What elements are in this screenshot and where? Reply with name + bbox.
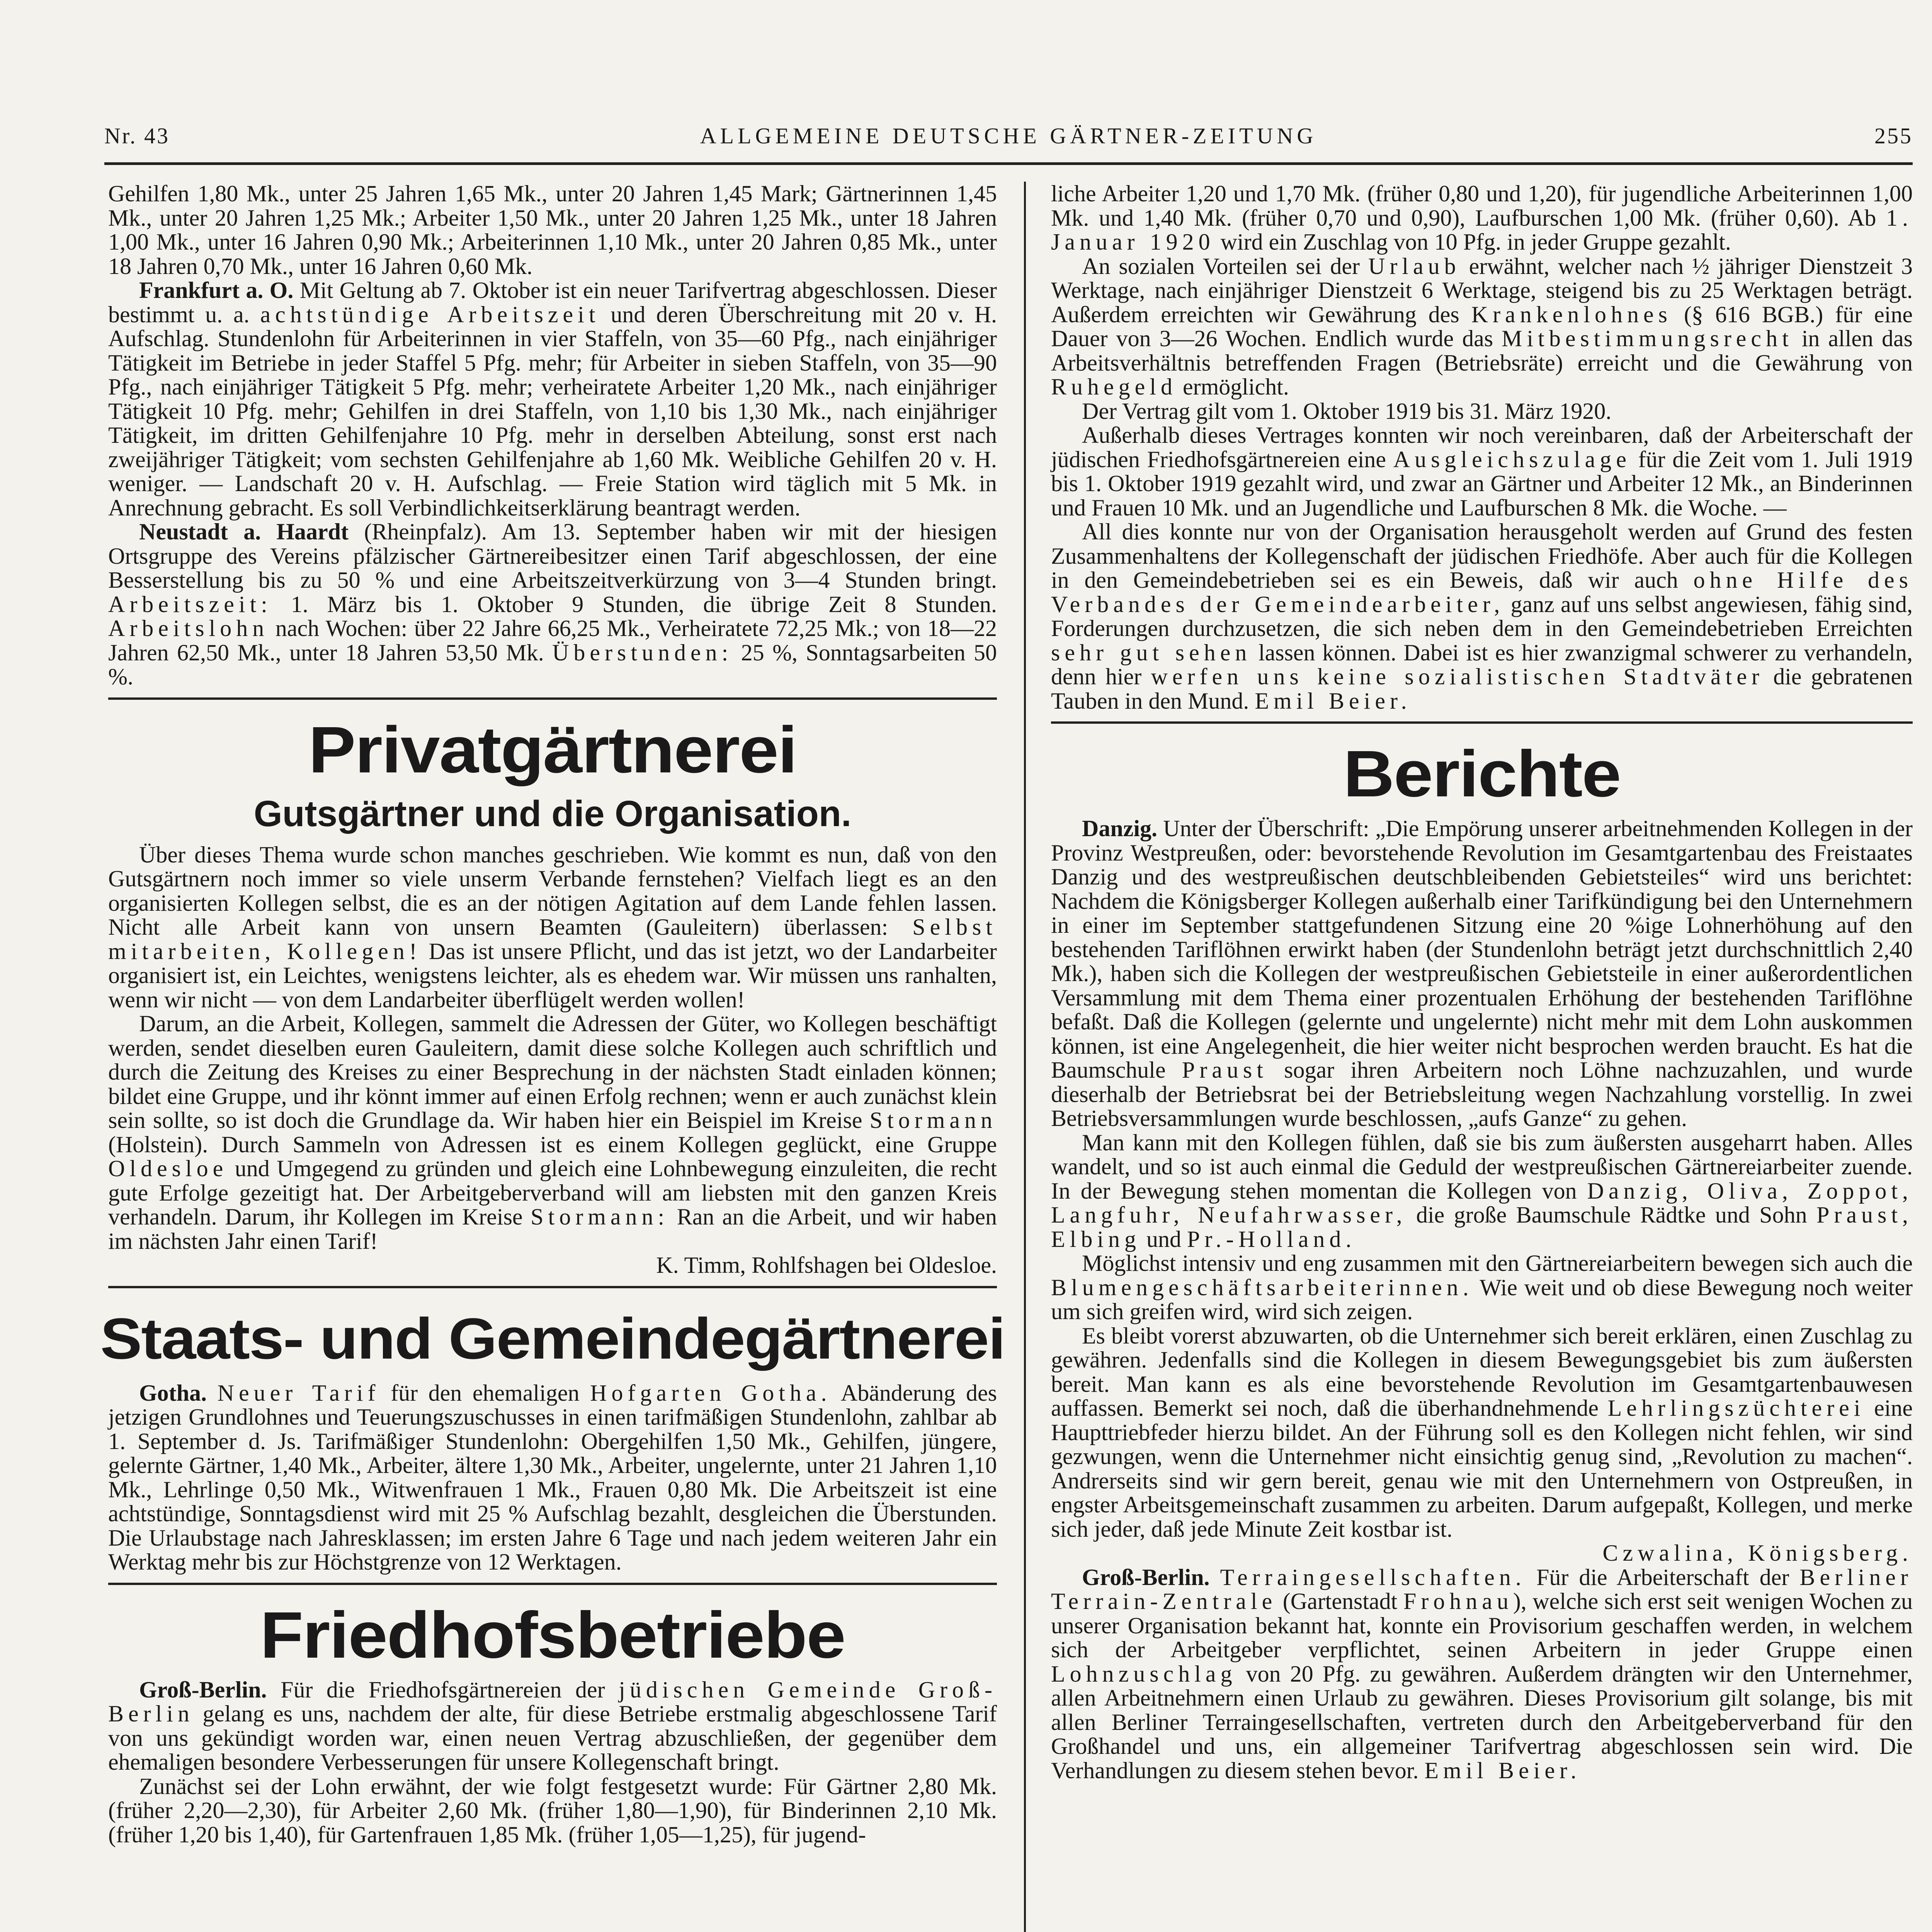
- paragraph: Groß-Berlin. Terraingesellschaften. Für die Arbeiterschaft der Berliner Terrain-Zentrale (Gartenstadt Frohnau), welche sich erst seit wenigen Wochen zu unserer Organisation bekannt hat, konnte ein Provisorium geschaffen werden, in welchem sich der Arbeitgeber verpflichtet, seinen Arbeitern in jeder Gruppe einen Lohnzuschlag von 20 Pfg. zu gewähren. Außerdem drängten wir den Unternehmer, allen Arbeitnehmern einen Urlaub zu gewähren. Dieses Provisorium gilt solange, bis mit allen Berliner Terraingesellschaften, vertreten durch den Arbeitgeberverband für den Großhandel und uns, ein allgemeiner Tarifvertrag abgeschlossen sein wird. Die Verhandlungen zu diesem stehen bevor. Emil Beier.: [1051, 1564, 1913, 1783]
- paragraph: Es bleibt vorerst abzuwarten, ob die Unternehmer sich bereit erklären, einen Zuschlag zu gewähren. Jedenfalls sind die Kollegen in diesem Bewegungsgebiet bis zum äußersten bereit. Man kann es als eine bevorstehende Revolution im Gesamtgartenbauwesen auffassen. Bemerkt sei noch, daß die überhandnehmende Lehrlingszüchterei eine Haupttriebfeder hierzu bildet. An der Führung soll es den Kollegen nicht fehlen, wir sind gezwungen, wenn die Unternehmer nicht einsichtig genug sind, „Revolution zu machen“. Andrerseits sind wir gern bereit, genau wie mit den Unternehmern von Ostpreußen, in engster Arbeitsgemeinschaft zusammen zu arbeiten. Darum aufgepaßt, Kollegen, und merke sich jeder, daß jede Minute Zeit kostbar ist.: [1051, 1323, 1913, 1542]
- paragraph: Neustadt a. Haardt (Rheinpfalz). Am 13. September haben wir mit der hiesigen Ortsgruppe des Vereins pfälzischer Gärtnereibesitzer einen Tarif abgeschlossen, der eine Besserstellung bis zu 50 % und eine Arbeitszeitverkürzung von 3—4 Stunden bringt. Arbeitszeit: 1. März bis 1. Oktober 9 Stunden, die übrige Zeit 8 Stunden. Arbeitslohn nach Wochen: über 22 Jahre 66,25 Mk., Verheiratete 72,25 Mk.; von 18—22 Jahren 62,50 Mk., unter 18 Jahren 53,50 Mk. Überstunden: 25 %, Sonntagsarbeiten 50 %.: [108, 519, 997, 689]
- paragraph: Außerhalb dieses Vertrages konnten wir noch vereinbaren, daß der Arbeiterschaft der jüdischen Friedhofsgärtnereien eine Ausgleichszulage für die Zeit vom 1. Juli 1919 bis 1. Oktober 1919 gezahlt wird, und zwar an Gärtner und Arbeiter 12 Mk., an Binderinnen und Frauen 10 Mk. und an Jugendliche und Laufburschen 8 Mk. die Woche. —: [1051, 422, 1913, 520]
- paragraph: Danzig. Unter der Überschrift: „Die Empörung unserer arbeitnehmenden Kollegen in der Provinz Westpreußen, oder: bevorstehende Revolution im Gesamtgartenbau des Freistaates Danzig und des westpreußischen deutschbleibenden Gebietsteiles“ wird uns berichtet: Nachdem die Königsberger Kollegen außerhalb einer Tarifkündigung bei den Unternehmern in einer im September stattgefundenen Sitzung eine 20 %ige Lohnerhöhung auf den bestehenden Tariflöhnen erwirkt haben (der Stundenlohn beträgt jetzt durchschnittlich 2,40 Mk.), haben sich die Kollegen der westpreußischen Gebietsteile in einer außerordentlichen Versammlung mit dem Thema einer prozentualen Erhöhung der bestehenden Tariflöhne befaßt. Daß die Kollegen (gelernte und ungelernte) nicht mehr mit dem Lohn auskommen können, ist eine Angelegenheit, die hier weiter nicht besprochen werden braucht. Es hat die Baumschule Praust sogar ihren Arbeitern noch Löhne nachzuzahlen, und wurde dieserhalb der Betriebsrat bei der Betriebsleitung wegen Nachzahlung vorstellig. In zwei Betriebsversammlungen wurde beschlossen, „aufs Ganze“ zu gehen.: [1051, 816, 1913, 1131]
- section-rule: [1051, 721, 1913, 724]
- paragraph: All dies konnte nur von der Organisation herausgeholt werden auf Grund des festen Zusammenhaltens der Kollegenschaft der jüdischen Friedhöfe. Aber auch für die Kollegen in den Gemeindebetrieben sei es ein Beweis, daß wir auch ohne Hilfe des Verbandes der Gemeindearbeiter, ganz auf uns selbst angewiesen, fähig sind, Forderungen durchzusetzen, die sich neben dem in den Gemeindebetrieben Erreichten sehr gut sehen lassen können. Dabei ist es hier zwanzigmal schwerer zu verhandeln, denn hier werfen uns keine sozialistischen Stadtväter die gebratenen Tauben in den Mund. Emil Beier.: [1051, 519, 1913, 714]
- paragraph: Zunächst sei der Lohn erwähnt, der wie folgt festgesetzt wurde: Für Gärtner 2,80 Mk. (früher 2,20—2,30), für Arbeiter 2,60 Mk. (früher 1,80—1,90), für Binderinnen 2,10 Mk. (früher 1,20 bis 1,40), für Gartenfrauen 1,85 Mk. (früher 1,05—1,25), für jugend-: [108, 1773, 997, 1847]
- paragraph: Über dieses Thema wurde schon manches geschrieben. Wie kommt es nun, daß von den Gutsgärtnern noch immer so viele unserm Verbande fernstehen? Vielfach liegt es an den organisierten Kollegen selbst, die es an der nötigen Agitation auf dem Lande fehlen lassen. Nicht alle Arbeit kann von unsern Beamten (Gauleitern) überlassen: Selbst mitarbeiten, Kollegen! Das ist unsere Pflicht, und das ist jetzt, wo der Landarbeiter organisiert ist, ein Leichtes, wenigstens leichter, als es ehedem war. Wir müssen uns ranhalten, wenn wir nicht — von dem Landarbeiter überflügelt werden wollen!: [108, 842, 997, 1012]
- paragraph: liche Arbeiter 1,20 und 1,70 Mk. (früher 0,80 und 1,20), für jugendliche Arbeiterinnen 1,00 Mk. und 1,40 Mk. (früher 0,70 und 0,90), Laufburschen 1,00 Mk. (früher 0,60). Ab 1. Januar 1920 wird ein Zuschlag von 10 Pfg. in jeder Gruppe gezahlt.: [1051, 181, 1913, 255]
- place-name: Gotha.: [139, 1380, 207, 1406]
- paragraph: Darum, an die Arbeit, Kollegen, sammelt die Adressen der Güter, wo Kollegen beschäftigt werden, sendet dieselben euren Gauleitern, damit diese solche Kollegen auch schriftlich und durch die Zeitung des Kreises zu einer Besprechung in der nächsten Stadt einladen können; bildet eine Gruppe, und ihr könnt immer auf einen Erfolg rechnen; wenn er auch zunächst klein sein sollte, so ist doch die Grundlage da. Wir haben hier ein Beispiel im Kreise Stormann (Holstein). Durch Sammeln von Adressen ist es einem Kollegen geglückt, eine Gruppe Oldesloe und Umgegend zu gründen und gleich eine Lohnbewegung einzuleiten, die recht gute Erfolge gezeitigt hat. Der Arbeitgeberverband will am liebsten mit den ganzen Kreis verhandeln. Darum, ihr Kollegen im Kreise Stormann: Ran an die Arbeit, und wir haben im nächsten Jahr einen Tarif!: [108, 1011, 997, 1254]
- place-name: Groß-Berlin.: [1082, 1564, 1210, 1590]
- right-column: [1051, 182, 1913, 1782]
- place-name: Frankfurt a. O.: [139, 277, 294, 303]
- signature: Emil Beier.: [1255, 688, 1412, 714]
- paragraph: Frankfurt a. O. Mit Geltung ab 7. Oktober ist ein neuer Tarifvertrag abgeschlossen. Dieser bestimmt u. a. achtstündige Arbeitszeit und deren Überschreitung mit 20 v. H. Aufschlag. Stundenlohn für Arbeiterinnen in vier Staffeln, von 35—60 Pfg., nach einjähriger Tätigkeit im Betriebe in jeder Staffel 5 Pfg. mehr; für Arbeiter in sieben Staffeln, von 35—90 Pfg., nach einjähriger Tätigkeit 5 Pfg. mehr; verheiratete Arbeiter 1,20 Mk., nach einjähriger Tätigkeit 10 Pfg. mehr; Gehilfen in drei Staffeln, von 1,10 bis 1,30 Mk., nach einjähriger Tätigkeit, im dritten Gehilfenjahre 10 Pfg. mehr in derselben Abteilung, sonst erst nach zweijähriger Tätigkeit; vom sechsten Gehilfenjahre ab 1,60 Mk. Weibliche Gehilfen 20 v. H. weniger. — Landschaft 20 v. H. Aufschlag. — Freie Station wird täglich mit 5 Mk. in Anrechnung gebracht. Es soll Verbindlichkeitserklärung beantragt werden.: [108, 277, 997, 520]
- signature: K. Timm, Rohlfshagen bei Oldesloe.: [656, 1252, 997, 1278]
- newspaper-title: ALLGEMEINE DEUTSCHE GÄRTNER-ZEITUNG: [700, 123, 1317, 148]
- left-column: [100, 181, 1005, 1847]
- paragraph: Gotha. Neuer Tarif für den ehemaligen Hofgarten Gotha. Abänderung des jetzigen Grundlohnes und Teuerungszuschusses in einen tarifmäßigen Stundenlohn, zahlbar ab 1. September d. Js. Tarifmäßiger Stundenlohn: Obergehilfen 1,50 Mk., Gehilfen, jüngere, gelernte Gärtner, 1,40 Mk., Arbeiter, ältere 1,30 Mk., Arbeiter, ungelernte, unter 21 Jahren 1,10 Mk., Lehrlinge 0,50 Mk., Witwenfrauen 1 Mk., Frauen 0,80 Mk. Die Arbeitszeit ist eine achtstündige, Sonntagsdienst wird mit 25 % Aufschlag bezahlt, desgleichen die Überstunden. Die Urlaubstage nach Jahresklassen; im ersten Jahre 6 Tage und nach jedem weiteren Jahr ein Werktag mehr bis zur Höchstgrenze von 12 Werktagen.: [108, 1380, 997, 1575]
- paragraph: An sozialen Vorteilen sei der Urlaub erwähnt, welcher nach ½ jähriger Dienstzeit 3 Werktage, nach einjähriger Dienstzeit 6 Werktage, steigend bis zu 25 Werktagen beträgt. Außerdem erreichten wir Gewährung des Krankenlohnes (§ 616 BGB.) für eine Dauer von 3—26 Wochen. Endlich wurde das Mitbestimmungsrecht in allen das Arbeitsverhältnis betreffenden Fragen (Betriebsräte) erreicht und die Gewährung von Ruhegeld ermöglicht.: [1051, 253, 1913, 400]
- section-heading: Staats- und Gemeindegärtnerei: [100, 1306, 1005, 1371]
- section-rule: [108, 1583, 997, 1585]
- section-heading: Friedhofsbetriebe: [260, 1598, 845, 1672]
- section-heading: Berichte: [1343, 737, 1621, 811]
- signature: Emil Beier.: [1424, 1757, 1581, 1783]
- header-rule: [104, 162, 1913, 165]
- signature: Czwalina, Königsberg.: [1602, 1540, 1913, 1566]
- paragraph: Man kann mit den Kollegen fühlen, daß sie bis zum äußersten ausgeharrt haben. Alles wandelt, und so ist auch einmal die Geduld der westpreußischen Gärtnereiarbeiter zuende. In der Bewegung stehen momentan die Kollegen von Danzig, Oliva, Zoppot, Langfuhr, Neufahrwasser, die große Baumschule Rädtke und Sohn Praust, Elbing und Pr.-Holland.: [1051, 1129, 1913, 1252]
- place-name: Groß-Berlin.: [139, 1677, 267, 1702]
- paragraph: Der Vertrag gilt vom 1. Oktober 1919 bis 31. März 1920.: [1082, 398, 1612, 424]
- issue-number: Nr. 43: [104, 123, 170, 148]
- article-heading: Gutsgärtner und die Organisation.: [253, 793, 852, 834]
- paragraph: Groß-Berlin. Für die Friedhofsgärtnereien der jüdischen Gemeinde Groß-Berlin gelang es uns, nachdem der alte, für diese Betriebe erstmalig abgeschlossene Tarif von uns gekündigt worden war, einen neuen Vertrag abzuschließen, der gegenüber dem ehemaligen besondere Verbesserungen für unsere Kollegenschaft bringt.: [108, 1677, 997, 1775]
- place-name: Danzig.: [1082, 816, 1157, 841]
- section-rule: [108, 697, 997, 700]
- place-name: Neustadt a. Haardt: [139, 519, 349, 544]
- section-heading: Privatgärtnerei: [308, 713, 797, 787]
- paragraph: Möglichst intensiv und eng zusammen mit den Gärtnereiarbeitern bewegen sich auch die Blumengeschäftsarbeiterinnen. Wie weit und ob diese Bewegung noch weiter um sich greifen wird, wird sich zeigen.: [1051, 1250, 1913, 1324]
- paragraph: Gehilfen 1,80 Mk., unter 25 Jahren 1,65 Mk., unter 20 Jahren 1,45 Mark; Gärtnerinnen 1,45 Mk., unter 20 Jahren 1,25 Mk.; Arbeiter 1,50 Mk., unter 20 Jahren 1,25 Mk., unter 18 Jahren 1,00 Mk., unter 16 Jahren 0,90 Mk.; Arbeiterinnen 1,10 Mk., unter 20 Jahren 0,85 Mk., unter 18 Jahren 0,70 Mk., unter 16 Jahren 0,60 Mk.: [108, 181, 997, 279]
- page-header: [104, 123, 1913, 154]
- page-number: 255: [1874, 123, 1913, 148]
- section-rule: [108, 1286, 997, 1288]
